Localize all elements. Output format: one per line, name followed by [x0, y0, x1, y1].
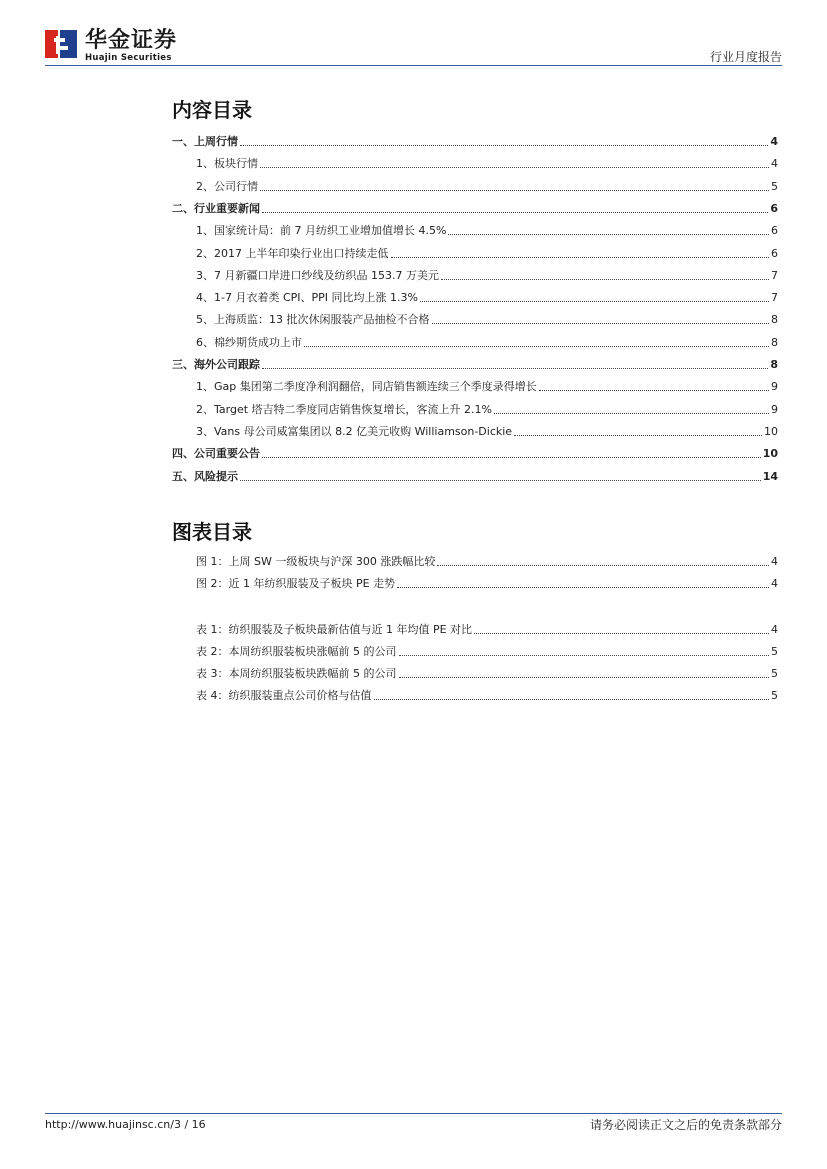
dot-leader — [240, 145, 768, 146]
toc-entry-title: 五、风险提示 — [172, 469, 238, 483]
figures-title: 图表目录 — [172, 520, 252, 544]
toc-entry[interactable] — [172, 356, 778, 372]
huajin-logo-icon — [45, 28, 77, 60]
figure-entry-title: 图 1：上周 SW 一级板块与沪深 300 涨跌幅比较 — [196, 555, 436, 568]
figure-entry[interactable] — [172, 643, 778, 659]
toc-entry-title: 6、棉纱期货成功上市 — [196, 335, 302, 349]
figure-entry-page: 5 — [771, 689, 778, 702]
toc-entry-title: 一、上周行情 — [172, 135, 238, 148]
dot-leader — [262, 212, 768, 213]
dot-leader — [262, 457, 761, 458]
toc-entry-page: 10 — [762, 447, 778, 461]
dot-leader — [240, 480, 761, 481]
figure-entry-title: 表 1：纺织服装及子板块最新估值与近 1 年均值 PE 对比 — [196, 623, 473, 636]
page-header — [45, 28, 782, 68]
toc-entry[interactable] — [172, 468, 778, 484]
toc-entry-page: 14 — [762, 469, 778, 483]
toc-entry-title: 2、2017 上半年印染行业出口持续走低 — [196, 246, 389, 260]
toc-entry-page: 7 — [771, 268, 778, 282]
dot-leader — [437, 565, 769, 566]
toc-entry[interactable] — [172, 245, 778, 261]
figure-entry-page: 5 — [771, 667, 778, 680]
dot-leader — [397, 587, 769, 588]
figure-entry-page: 4 — [771, 623, 778, 636]
dot-leader — [539, 390, 769, 391]
dot-leader — [260, 167, 769, 168]
toc-entry[interactable] — [172, 267, 778, 283]
dot-leader — [494, 413, 769, 414]
figure-entry[interactable] — [172, 575, 778, 591]
dot-leader — [399, 655, 770, 656]
dot-leader — [432, 323, 770, 324]
figure-entry-page: 4 — [771, 555, 778, 568]
logo-english-name: Huajin Securities — [85, 53, 172, 63]
toc-entry[interactable] — [172, 133, 778, 149]
figure-entry[interactable] — [172, 621, 778, 637]
footer-url[interactable]: http://www.huajinsc.cn/3 / 16 — [45, 1118, 206, 1131]
dot-leader — [441, 279, 769, 280]
dot-leader — [514, 435, 762, 436]
footer-divider — [45, 1113, 782, 1114]
toc-entry-title: 3、7 月新疆口岸进口纱线及纺织品 153.7 万美元 — [196, 268, 439, 282]
toc-entry-page: 9 — [771, 402, 778, 416]
toc-entry-page: 6 — [770, 201, 778, 215]
toc-entry[interactable] — [172, 334, 778, 350]
toc-entry-page: 5 — [771, 179, 778, 193]
figure-entry[interactable] — [172, 665, 778, 681]
figure-entry[interactable] — [172, 553, 778, 569]
toc-entry[interactable] — [172, 289, 778, 305]
dot-leader — [260, 190, 769, 191]
dot-leader — [448, 234, 769, 235]
dot-leader — [262, 368, 768, 369]
toc-entry[interactable] — [172, 222, 778, 238]
dot-leader — [374, 699, 770, 700]
toc-entry-page: 8 — [771, 335, 778, 349]
figure-entry-page: 4 — [771, 577, 778, 590]
toc-entry[interactable] — [172, 401, 778, 417]
toc-entry[interactable] — [172, 445, 778, 461]
toc-entry[interactable] — [172, 200, 778, 216]
toc-entry-title: 5、上海质监：13 批次休闲服装产品抽检不合格 — [196, 313, 430, 327]
toc-entry-title: 1、板块行情 — [196, 157, 258, 171]
toc-entry-page: 4 — [771, 157, 778, 171]
toc-entry-title: 1、国家统计局：前 7 月纺织工业增加值增长 4.5% — [196, 224, 447, 238]
toc-entry-title: 1、Gap 集团第二季度净利润翻倍，同店销售额连续三个季度录得增长 — [196, 380, 537, 394]
toc-entry-title: 3、Vans 母公司威富集团以 8.2 亿美元收购 Williamson-Dickie — [196, 424, 513, 438]
header-divider — [45, 65, 782, 66]
toc-entry-page: 8 — [771, 313, 778, 327]
toc-entry-title: 2、Target 塔吉特二季度同店销售恢复增长，客流上升 2.1% — [196, 402, 492, 416]
toc-entry-page: 6 — [771, 224, 778, 238]
toc-entry[interactable] — [172, 311, 778, 327]
figure-entry-title: 表 2：本周纺织服装板块涨幅前 5 的公司 — [196, 645, 397, 658]
toc-entry-page: 8 — [770, 358, 778, 371]
figure-entry[interactable] — [172, 687, 778, 703]
figure-entry-title: 表 3：本周纺织服装板块跌幅前 5 的公司 — [196, 667, 397, 680]
toc-entry-title: 四、公司重要公告 — [172, 447, 260, 461]
figure-entry-page: 5 — [771, 645, 778, 658]
dot-leader — [304, 346, 769, 347]
figure-entry-title: 表 4：纺织服装重点公司价格与估值 — [196, 689, 372, 702]
dot-leader — [391, 257, 770, 258]
toc-entry[interactable] — [172, 423, 778, 439]
toc-entry-page: 7 — [771, 291, 778, 305]
toc-entry-title: 二、行业重要新闻 — [172, 201, 260, 215]
toc-title: 内容目录 — [172, 98, 252, 122]
toc-entry-title: 2、公司行情 — [196, 179, 258, 193]
toc-entry-page: 6 — [771, 246, 778, 260]
logo-chinese-name: 华金证券 — [85, 28, 178, 53]
figure-entry-title: 图 2：近 1 年纺织服装及子板块 PE 走势 — [196, 577, 396, 590]
toc-entry[interactable] — [172, 178, 778, 194]
dot-leader — [420, 301, 769, 302]
toc-entry-page: 4 — [770, 135, 778, 148]
report-type-label: 行业月度报告 — [709, 50, 782, 64]
toc-entry-page: 10 — [764, 424, 778, 438]
toc-entry[interactable] — [172, 378, 778, 394]
toc-entry-page: 9 — [771, 380, 778, 394]
dot-leader — [474, 633, 769, 634]
footer-disclaimer: 请务必阅读正文之后的免责条款部分 — [589, 1118, 782, 1132]
toc-entry-title: 三、海外公司跟踪 — [172, 358, 260, 371]
toc-entry[interactable] — [172, 155, 778, 171]
toc-entry-title: 4、1-7 月衣着类 CPI、PPI 同比均上涨 1.3% — [196, 291, 418, 305]
dot-leader — [399, 677, 770, 678]
